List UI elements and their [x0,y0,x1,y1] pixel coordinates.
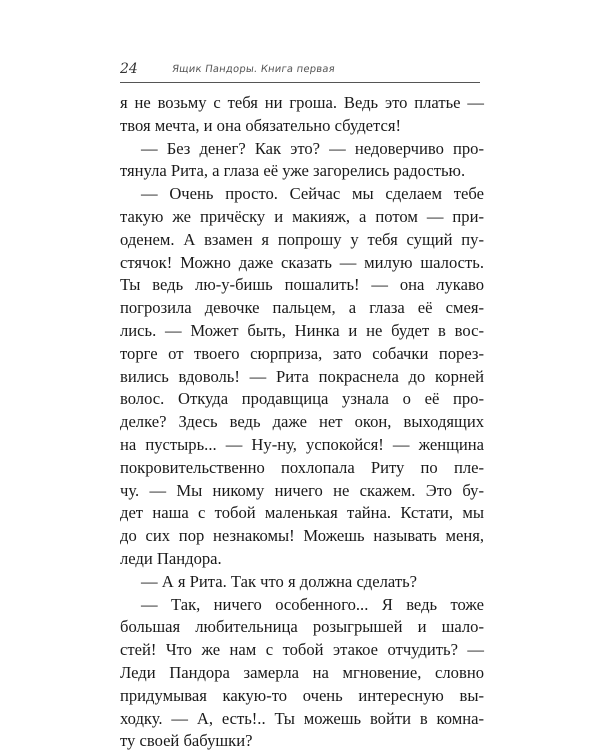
text-line: — А я Рита. Так что я должна сделать? [141,571,418,591]
text-line: большая любительница розыгрышей и шало- [120,617,484,637]
body-text [120,92,484,753]
text-line: ходку. — А, есть!.. Ты можешь войти в комна- [120,708,484,728]
text-line: дет наша с тобой маленькая тайна. Кстати, мы [120,503,484,523]
page-number: 24 [120,61,138,77]
text-line: волос. Откуда продавщица узнала о её про- [120,389,484,409]
running-head [120,60,480,82]
text-line: придумывая какую-то очень интересную вы- [120,685,484,705]
text-line: чу. — Мы никому ничего не скажем. Это бу- [120,480,484,500]
text-line: стей! Что же нам с тобой этакое отчудить? — [120,640,484,660]
text-line: лись. — Может быть, Нинка и не будет в вос- [120,320,484,340]
text-line: тянула Рита, а глаза её уже загорелись радостью. [120,161,466,181]
text-line: — Так, ничего особенного... Я ведь тоже [141,594,484,614]
text-line: оденем. А взамен я попрошу у тебя сущий пу- [120,229,484,249]
text-line: делке? Здесь ведь даже нет окон, выходящих [120,412,484,432]
header-rule [120,82,480,83]
text-line: стячок! Можно даже сказать — милую шалость. [120,252,484,272]
text-line: — Очень просто. Сейчас мы сделаем тебе [141,184,484,204]
text-line: леди Пандора. [120,548,222,568]
text-line: до сих пор незнакомы! Можешь называть меня, [120,526,484,546]
running-head-title: Ящик Пандоры. Книга первая [171,64,336,75]
text-line: ту своей бабушки? [120,731,253,751]
text-line: торге от твоего сюрприза, зато собачки порез- [120,343,484,363]
text-line: погрозила девочке пальцем, а глаза её смея- [120,298,484,318]
text-line: Леди Пандора замерла на мгновение, словно [120,662,484,682]
text-line: такую же причёску и макияж, а потом — при- [120,206,484,226]
text-line: Ты ведь лю-у-бишь пошалить! — она лукаво [120,275,484,295]
text-line: твоя мечта, и она обязательно сбудется! [120,115,402,135]
text-line: покровительственно похлопала Риту по пле- [120,457,484,477]
text-line: вились вдоволь! — Рита покраснела до корней [120,366,484,386]
text-line: на пустырь... — Ну-ну, успокойся! — женщина [120,434,484,454]
text-line: — Без денег? Как это? — недоверчиво про- [141,138,484,158]
text-line: я не возьму с тебя ни гроша. Ведь это платье — [120,93,484,112]
